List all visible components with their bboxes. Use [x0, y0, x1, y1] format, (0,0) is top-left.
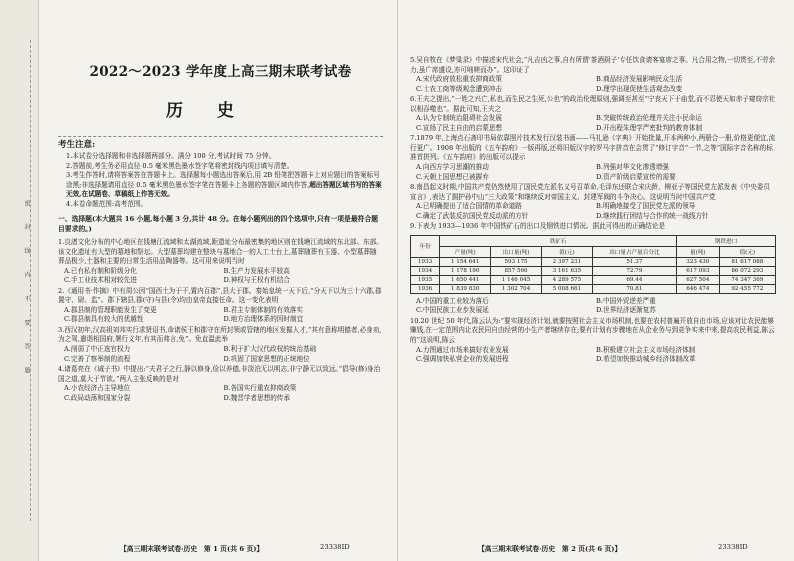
option: A.中国的重工业较为落后 — [416, 296, 489, 305]
note-4: 4.本卷命题范围:高考范围。 — [66, 199, 148, 208]
option: D.世界经济逐渐复苏 — [596, 306, 656, 315]
note-3 — [58, 171, 383, 200]
subject-name: 历 史 — [166, 101, 248, 121]
page-footer — [478, 543, 748, 553]
question-4-options — [58, 384, 383, 403]
option: C.完善了察举制的流程 — [64, 354, 131, 363]
option: B.列强对华文化渗透增强 — [596, 163, 669, 172]
option: C.确定了武装反抗国民党反动派的方针 — [416, 211, 529, 220]
option: B.突破传统政治伦理并关注小民命运 — [596, 114, 702, 123]
option: C.强调加快私营企业的发展进程 — [416, 355, 509, 364]
right-page — [397, 0, 794, 561]
option: C.政局动荡和国家分裂 — [64, 393, 131, 402]
table-cell: 1 650 441 — [440, 275, 491, 284]
option: D.开出程朱理学严密批判的教育体制 — [596, 123, 703, 132]
question-4-stem: 4.诸葛亮在《诫子书》中提出:“夫君子之行,静以修身,俭以养德,非淡泊无以明志,非宁静无以致远。”倡导(修)身治国之道,莫大于节欲。”两人主张反映的是对 — [58, 365, 381, 383]
option: B.各国实行重农抑商政策 — [223, 384, 297, 393]
option: C.手工业技术相对较先进 — [64, 276, 137, 285]
option: C.宣扬了民主自由的启蒙思想 — [416, 123, 503, 132]
table-cell: 1 178 190 — [440, 266, 491, 275]
table-row — [411, 284, 776, 293]
question-3-stem: 3.西汉初年,汉高祖刘邦实行求贤诏书,命诸侯王和郡守在所封领或管辖的地区发掘人才,“其有意称明德者,必身劝,为之驾,遣诣相国府,署行义年,有其而弗言,免”。免直温此举 — [58, 325, 382, 344]
option: B.中国外贸逆差严重 — [596, 296, 656, 305]
question-8-options — [410, 202, 776, 221]
table-col-header: 产量(吨) — [440, 246, 491, 257]
table-col-header: 值(元) — [719, 246, 775, 257]
option: D.继续践行团结与合作的统一战线方针 — [596, 211, 709, 220]
note-3-bold: 超出答题区域书写的答案无效,在试题卷、草稿纸上作答无效。 — [66, 180, 382, 199]
option: C.中国民族工业步发展延 — [416, 306, 489, 315]
option: A.向西方学习思潮的推动 — [416, 163, 489, 172]
footer-code: 23338ID — [718, 543, 748, 551]
table-cell: 81 617 088 — [719, 257, 775, 266]
table-cell: 1935 — [411, 275, 440, 284]
option: A.小农经济占主导地位 — [64, 384, 131, 393]
seal-line-notice: 密 封 线 内 不 要 答 题 — [23, 200, 30, 382]
table-group-steel: 钢铁进口 — [676, 235, 775, 246]
option: B.明确地接受了国民党左派的领导 — [596, 202, 696, 211]
option: B.积极建立社会主义市场经济体制 — [596, 345, 696, 354]
table-group-iron: 铁矿石 — [440, 235, 677, 246]
table-cell: 74 347 369 — [719, 275, 775, 284]
question-8-stem: 8.南昌起义时期,中国共产党仍然使用了国民党左派名义号召革命,毛泽东还联合宋庆龄、柳亚子等国民党左派发表《中央委员宣言》,表达了拥护孙中山“三大政策”和继续反对帝国主义、封建军阀的斗争决心。这说明当时中国共产党 — [410, 183, 770, 201]
table-col-header: 值(元) — [541, 246, 592, 257]
table-cell: 5 008 661 — [541, 284, 592, 293]
question-7-stem: 7.1879 年,上海点石斋印书局依靠照片技术发行汉装书画——马礼逊《字典》开始批量,开本两种小,两册合一册,价格更便宜,流行更广。1908 年出版的《五车韵府》一版再版,还将旧版汉字的罗马字拼音在会贯了“修订字音”一节,之等“国际字音名称的标准首拼列。《五车韵府》的出版可以提示 — [410, 134, 776, 162]
question-6-stem: 6.王夫之提出,“一姓之兴亡,私也,而生民之生死,公也”的政治伦理原则,强调至甚至“宁丧天下于庙堂,而不忍使天如赤子窥窃宗社以相吞噬也”。据此可知,王夫之 — [410, 95, 776, 113]
option: A.力图通过市场来搞好农业发展 — [416, 345, 509, 354]
option: B.生产力发展水平较高 — [223, 266, 290, 275]
table-cell: 51.37 — [592, 257, 676, 266]
table-row — [411, 257, 776, 266]
note-2: 2.答题前,考生务必用直径 0.5 毫米黑色墨水签字笔将密封线内项目填写清楚。 — [66, 161, 294, 170]
option: A.认为专制统治阻碍社会发展 — [416, 114, 502, 123]
table-corner: 年份 — [411, 235, 440, 257]
option: C.天朝上国思想已被摒弃 — [416, 172, 489, 181]
table-cell: 92 455 772 — [719, 284, 775, 293]
section-heading: 一、选择题(本大题共 16 小题,每小题 3 分,共计 48 分。在每小题列出的四个选项中,只有一项是最符合题目要求的。) — [58, 215, 379, 234]
divider — [58, 136, 383, 137]
table-cell: 627 504 — [676, 275, 719, 284]
option: D.资产阶级启蒙宣传的需要 — [596, 172, 676, 181]
table-cell: 593 175 — [491, 257, 542, 266]
option: D.地方治理体系的因时制宜 — [223, 315, 304, 324]
option: B.君主专制体制的有效落实 — [223, 305, 303, 314]
table-cell: 857 566 — [491, 266, 542, 275]
question-2-options — [58, 306, 383, 325]
table-col-header: 量(吨) — [676, 246, 719, 257]
note-3-text: 3.考生作答时,请将答案答在答题卡上。选择题每小题选出答案后,用 2B 铅笔把答题卡上对应题目的答案标号涂黑;非选择题请用直径 0.5 毫米黑色墨水签字笔在答题卡上各题的答题区域内作答, — [66, 171, 380, 189]
option: A.已明确提出了适合国情的革命道路 — [416, 202, 522, 211]
option: D.神权与王权有机结合 — [223, 276, 290, 285]
option: A.削弱了中正选官权力 — [64, 344, 131, 353]
exam-title: 2022～2023 学年度上高三期末联考试卷 — [89, 64, 352, 80]
option: C.郡县制具有较大的优越性 — [64, 315, 144, 324]
footer-text: 【高三期末联考试卷·历史 第 2 页(共 6 页)】 — [478, 545, 622, 553]
question-9-stem: 9.下表为 1933—1936 年中国铁矿石的出口及钢铁进口情况。据此可得出的正确结论是 — [410, 222, 666, 231]
table-col-header: 出口量(吨) — [491, 246, 542, 257]
question-9-options — [410, 297, 776, 316]
iron-steel-table — [410, 235, 776, 294]
table-cell: 1 302 704 — [491, 284, 542, 293]
option: D.希望加快推动城乡经济体制改革 — [596, 355, 696, 364]
table-cell: 86 072 293 — [719, 266, 775, 275]
option: D.巩固了国家思想的正统地位 — [223, 354, 310, 363]
question-1-stem: 1.良渚文化分布的中心地区在钱塘江流域和太湖流域,距遗址分布最密集的地区则在钱塘江流域的东北部、东部。该文化遗址有大型的墓地和祭坛。大型墓葬均建在整块与墓地合一的人工土台上,墓葬随葬有玉器、小型墓葬随葬品极少,土器和主要的日常生活用品陶器等。这可用来说明当时 — [58, 237, 383, 266]
option: B.利于扩大汉代政权的统治基础 — [223, 344, 317, 353]
table-cell: 69.44 — [592, 275, 676, 284]
subject-header — [58, 92, 383, 132]
question-7-options — [410, 163, 776, 182]
table-cell: 617 093 — [676, 266, 719, 275]
table-cell: 1936 — [411, 284, 440, 293]
notes-title: 考生注意: — [58, 140, 96, 150]
table-col-header: 出口量占产量百分比 — [592, 246, 676, 257]
question-10-options — [410, 346, 776, 365]
table-cell: 1933 — [411, 257, 440, 266]
question-3-options — [58, 345, 383, 364]
table-cell: 1 839 830 — [440, 284, 491, 293]
option: D.理学出现促使生活观念改变 — [596, 84, 683, 93]
table-cell: 2 397 231 — [541, 257, 592, 266]
binding-strip — [0, 0, 39, 561]
table-row — [411, 266, 776, 275]
table-cell: 72.79 — [592, 266, 676, 275]
option: A.宋代政府放松重农抑商政策 — [416, 75, 502, 84]
table-cell: 70.81 — [592, 284, 676, 293]
option: C.士农工商等级观念遭到冲击 — [416, 84, 503, 93]
page-footer — [120, 543, 350, 553]
table-row — [411, 275, 776, 284]
table-cell: 1 146 045 — [491, 275, 542, 284]
table-cell: 1934 — [411, 266, 440, 275]
option: B.商品经济发展影响民众生活 — [596, 75, 683, 84]
question-10-stem: 10.20 世纪 50 年代,陈云认为:“要实现经济计划,就要按照社会主义市场机制,也要在农村普遍开放自由市场,应该对让农民能够赚钱,在一定范围内让农民同自由经营的小生产者继续存在;要有计划有步骤地在从企业务与到竞争实来中来,提高农民利益,陈云的”这说明,陈云 — [410, 316, 775, 345]
question-5-stem: 5.吴自牧在《梦粱录》中描述宋代社会,“凡吉凶之事,自有所谓‘茶酒厨子’专任饮食请客宴席之事。凡合用之物,一切贯至,不劳余力,虽广席盛设,亦可咄嗟而办”。这印证了 — [410, 56, 776, 74]
table-cell: 4 289 575 — [541, 275, 592, 284]
footer-text: 【高三期末联考试卷·历史 第 1 页(共 6 页)】 — [120, 545, 264, 553]
question-5-options — [410, 75, 776, 94]
table-cell: 3 161 635 — [541, 266, 592, 275]
question-2-stem: 2.《通用书·作摘》中有周公因“国西土为于干,置内百郡”,县大于郡。秦始皇统一天下后,“分天下以为三十六郡,郡置守、尉、监”。郡下辖县,郡(守)与县(令)均由皇帝直接任命。这一变化表明 — [58, 286, 382, 305]
option: A.已有私有制和阶级分化 — [64, 266, 137, 275]
question-1-options — [58, 267, 383, 286]
note-1: 1.本试卷分选择题和非选择题两部分。满分 100 分,考试时间 75 分钟。 — [66, 152, 276, 160]
table-cell: 323 430 — [676, 257, 719, 266]
footer-code: 23338ID — [320, 543, 350, 551]
option: A.郡县制的管理职能发生了变更 — [64, 305, 157, 314]
option: D.魏晋学者思想的传承 — [223, 393, 290, 402]
table-cell: 1 154 641 — [440, 257, 491, 266]
table-cell: 646 474 — [676, 284, 719, 293]
question-6-options — [410, 114, 776, 133]
